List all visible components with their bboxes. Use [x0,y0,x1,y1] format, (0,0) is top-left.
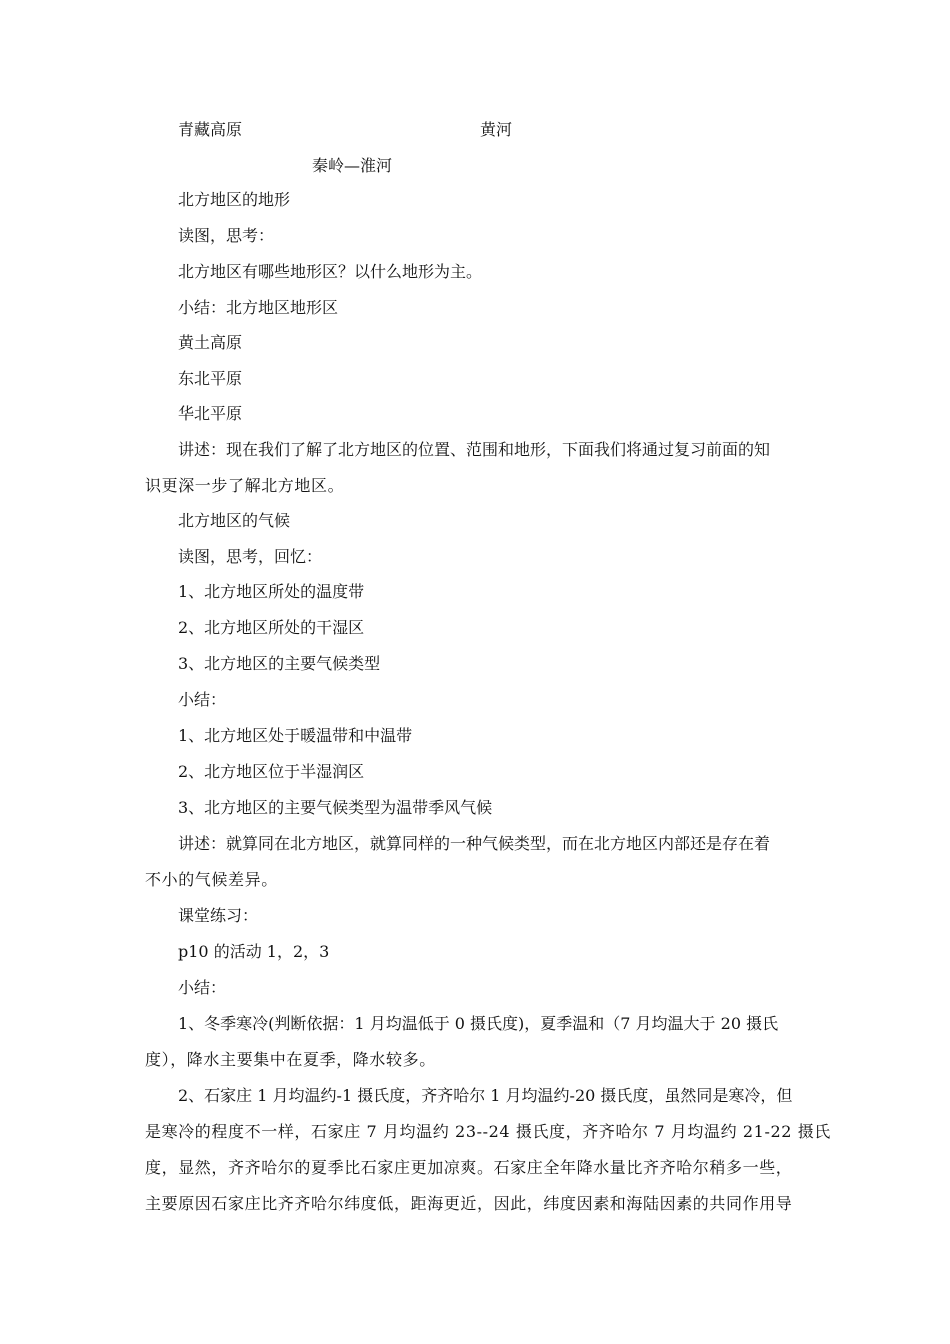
read-think-recall-prompt: 读图，思考，回忆： [178,547,323,566]
summary-point-2-line-2: 是寒冷的程度不一样，石家庄 7 月均温约 23--24 摄氏度，齐齐哈尔 7 月均温约 21-22 摄氏 [145,1122,831,1141]
summary-point-1-line-2: 度），降水主要集中在夏季，降水较多。 [145,1050,436,1069]
climate-answer-3: 3、北方地区的主要气候类型为温带季风气候 [178,798,493,817]
map-label-yellow-river: 黄河 [480,120,513,139]
climate-question-3: 3、北方地区的主要气候类型 [178,654,381,673]
terrain-item-loess-plateau: 黄土高原 [178,333,243,352]
climate-answer-1: 1、北方地区处于暖温带和中温带 [178,726,413,745]
climate-answer-2: 2、北方地区位于半湿润区 [178,762,365,781]
read-think-prompt: 读图，思考： [178,226,275,245]
summary-point-2-line-3: 度，显然，齐齐哈尔的夏季比石家庄更加凉爽。石家庄全年降水量比齐齐哈尔稍多一些， [145,1158,793,1177]
exercise-label: 课堂练习： [178,906,259,925]
climate-question-1: 1、北方地区所处的温度带 [178,582,365,601]
exercise-item: p10 的活动 1，2，3 [178,942,330,961]
lecture-paragraph-2-line-2: 不小的气候差异。 [145,870,278,889]
climate-heading: 北方地区的气候 [178,511,291,530]
summary-point-2-line-4: 主要原因石家庄比齐齐哈尔纬度低，距海更近，因此，纬度因素和海陆因素的共同作用导 [145,1194,793,1213]
terrain-summary: 小结：北方地区地形区 [178,298,339,317]
summary-2-label: 小结： [178,978,227,997]
climate-summary-label: 小结： [178,690,227,709]
map-label-qinling-huaihe: 秦岭—淮河 [312,156,393,175]
terrain-item-north-china-plain: 华北平原 [178,404,243,423]
lecture-paragraph-1-line-1: 讲述：现在我们了解了北方地区的位置、范围和地形，下面我们将通过复习前面的知 [178,440,771,459]
summary-point-2-line-1: 2、石家庄 1 月均温约-1 摄氏度，齐齐哈尔 1 月均温约-20 摄氏度，虽然同是寒冷，但 [178,1086,793,1105]
lecture-paragraph-1-line-2: 识更深一步了解北方地区。 [145,476,345,495]
climate-question-2: 2、北方地区所处的干湿区 [178,618,365,637]
terrain-question: 北方地区有哪些地形区？以什么地形为主。 [178,262,483,281]
lecture-paragraph-2-line-1: 讲述：就算同在北方地区，就算同样的一种气候类型，而在北方地区内部还是存在着 [178,834,771,853]
terrain-heading: 北方地区的地形 [178,190,291,209]
summary-point-1-line-1: 1、冬季寒冷(判断依据：1 月均温低于 0 摄氏度)，夏季温和（7 月均温大于 20 摄氏 [178,1014,779,1033]
map-label-qingzang-plateau: 青藏高原 [178,120,243,139]
terrain-item-northeast-plain: 东北平原 [178,369,243,388]
